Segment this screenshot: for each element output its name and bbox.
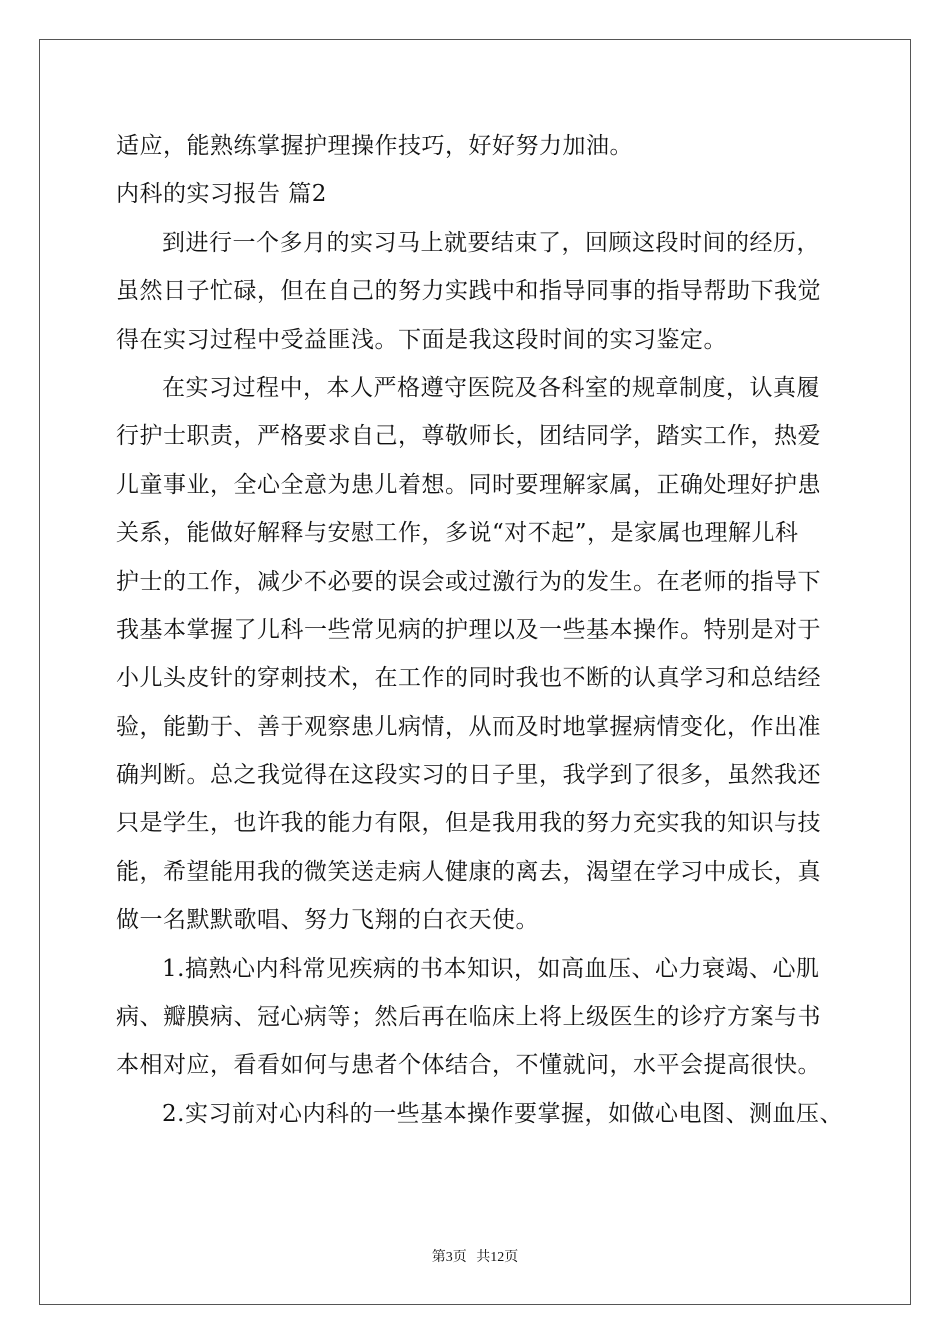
text-line: 儿童事业，全心全意为患儿着想。同时要理解家属，正确处理好护患 xyxy=(116,471,821,498)
page-footer xyxy=(0,1246,950,1266)
text-line: 本相对应，看看如何与患者个体结合，不懂就问，水平会提高很快。 xyxy=(116,1052,821,1079)
text-line: 验，能勤于、善于观察患儿病情，从而及时地掌握病情变化，作出准 xyxy=(116,713,821,740)
text-line: 能，希望能用我的微笑送走病人健康的离去，渴望在学习中成长，真 xyxy=(116,858,821,885)
text-line: 小儿头皮针的穿刺技术，在工作的同时我也不断的认真学习和总结经 xyxy=(116,665,821,692)
text-line: 做一名默默歌唱、努力飞翔的白衣天使。 xyxy=(116,907,539,934)
text-line: 护士的工作，减少不必要的误会或过激行为的发生。在老师的指导下 xyxy=(116,568,821,595)
text-line: 只是学生，也许我的能力有限，但是我用我的努力充实我的知识与技 xyxy=(116,810,821,837)
document-body xyxy=(116,122,856,1138)
text-line: 病、瓣膜病、冠心病等；然后再在临床上将上级医生的诊疗方案与书 xyxy=(116,1004,821,1031)
text-line: 在实习过程中，本人严格遵守医院及各科室的规章制度，认真履 xyxy=(162,374,820,401)
page-number: 第3页 xyxy=(431,1250,467,1265)
text-line: 我基本掌握了儿科一些常见病的护理以及一些基本操作。特别是对于 xyxy=(116,616,821,643)
section-heading: 内科的实习报告 篇2 xyxy=(116,181,327,208)
text-line: 1.搞熟心内科常见疾病的书本知识，如高血压、心力衰竭、心肌 xyxy=(162,955,820,982)
text-line: 到进行一个多月的实习马上就要结束了，回顾这段时间的经历， xyxy=(162,229,820,256)
text-line: 虽然日子忙碌，但在自己的努力实践中和指导同事的指导帮助下我觉 xyxy=(116,278,821,305)
text-line: 确判断。总之我觉得在这段实习的日子里，我学到了很多，虽然我还 xyxy=(116,762,821,789)
text-line: 得在实习过程中受益匪浅。下面是我这段时间的实习鉴定。 xyxy=(116,326,727,353)
text-line: 2.实习前对心内科的一些基本操作要掌握，如做心电图、测血压、 xyxy=(162,1100,843,1127)
text-line: 行护士职责，严格要求自己，尊敬师长，团结同学，踏实工作，热爱 xyxy=(116,423,821,450)
text-line: 适应，能熟练掌握护理操作技巧，好好努力加油。 xyxy=(116,133,633,159)
page-total: 共12页 xyxy=(476,1250,519,1265)
text-line: 关系，能做好解释与安慰工作，多说“对不起”，是家属也理解儿科 xyxy=(116,520,799,547)
